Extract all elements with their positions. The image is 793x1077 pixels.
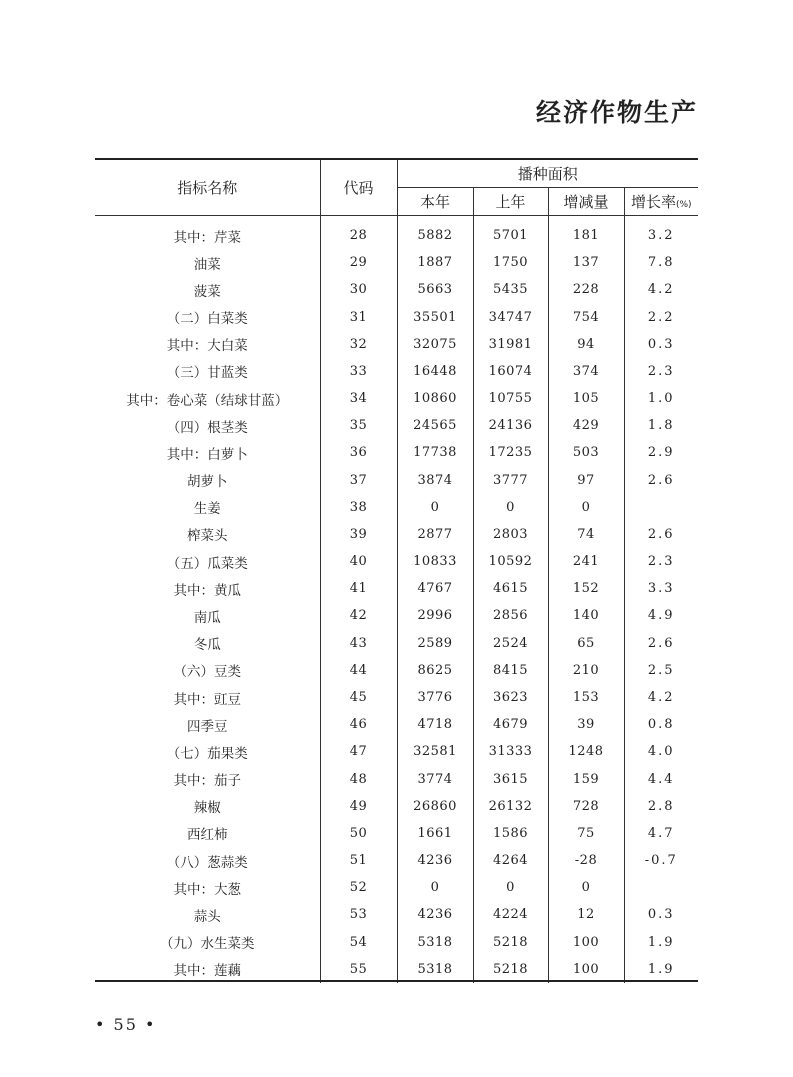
- table-row: [95, 820, 698, 847]
- row-rate: 2.6: [624, 467, 698, 494]
- row-code: 43: [320, 630, 397, 657]
- header-name: 指标名称: [95, 160, 320, 216]
- row-change: 153: [548, 684, 624, 711]
- row-last-year: 34747: [473, 304, 548, 331]
- row-code: 52: [320, 874, 397, 901]
- row-rate: 4.0: [624, 738, 698, 765]
- row-code: 32: [320, 331, 397, 358]
- row-last-year: 2803: [473, 521, 548, 548]
- row-change: 754: [548, 304, 624, 331]
- row-code: 51: [320, 847, 397, 874]
- row-last-year: 4224: [473, 901, 548, 928]
- page-title: 经济作物生产: [535, 98, 698, 127]
- header-rate-label: 增长率: [630, 193, 676, 211]
- row-name: 南瓜: [193, 609, 221, 626]
- table-row: [95, 738, 698, 765]
- table-row: [95, 630, 698, 657]
- row-last-year: 3623: [473, 684, 548, 711]
- header-rate: [624, 188, 698, 216]
- row-this-year: 10833: [397, 548, 473, 575]
- row-rate: 2.6: [624, 630, 698, 657]
- row-rate: 2.6: [624, 521, 698, 548]
- row-last-year: 0: [473, 494, 548, 521]
- row-this-year: 1661: [397, 820, 473, 847]
- row-this-year: 16448: [397, 358, 473, 385]
- row-rate: 3.2: [624, 222, 698, 249]
- row-name: （六）豆类: [173, 664, 241, 681]
- row-name: 蒜头: [193, 908, 221, 925]
- table-row: [95, 467, 698, 494]
- table-body: [95, 216, 698, 983]
- row-code: 42: [320, 602, 397, 629]
- row-last-year: 10755: [473, 385, 548, 412]
- table-row: [95, 711, 698, 738]
- header-change: 增减量: [548, 188, 624, 216]
- row-rate: 4.7: [624, 820, 698, 847]
- table-row: [95, 385, 698, 412]
- row-last-year: 31333: [473, 738, 548, 765]
- row-name: （九）水生菜类: [160, 936, 255, 953]
- row-name: （七）茄果类: [166, 745, 248, 762]
- row-rate: 2.8: [624, 793, 698, 820]
- row-rate: 4.2: [624, 684, 698, 711]
- row-change: 97: [548, 467, 624, 494]
- row-name: （三）甘蓝类: [166, 365, 248, 382]
- row-rate: 1.9: [624, 956, 698, 983]
- row-code: 40: [320, 548, 397, 575]
- row-last-year: 1586: [473, 820, 548, 847]
- row-this-year: 4718: [397, 711, 473, 738]
- row-rate: [624, 494, 698, 521]
- row-this-year: 32075: [397, 331, 473, 358]
- row-last-year: 8415: [473, 657, 548, 684]
- row-change: 74: [548, 521, 624, 548]
- row-change: 429: [548, 412, 624, 439]
- table-row: [95, 874, 698, 901]
- table-row: [95, 249, 698, 276]
- row-change: 728: [548, 793, 624, 820]
- row-change: -28: [548, 847, 624, 874]
- row-this-year: 2996: [397, 602, 473, 629]
- row-last-year: 5218: [473, 928, 548, 955]
- row-name: 其中：黄瓜: [173, 582, 241, 599]
- row-name: （二）白菜类: [166, 311, 248, 328]
- row-rate: 2.3: [624, 358, 698, 385]
- row-this-year: 17738: [397, 439, 473, 466]
- row-rate: 2.9: [624, 439, 698, 466]
- row-change: 181: [548, 222, 624, 249]
- row-this-year: 1887: [397, 249, 473, 276]
- row-code: 50: [320, 820, 397, 847]
- table-row: [95, 494, 698, 521]
- row-last-year: 5701: [473, 222, 548, 249]
- row-this-year: 4767: [397, 575, 473, 602]
- row-this-year: 2877: [397, 521, 473, 548]
- row-last-year: 24136: [473, 412, 548, 439]
- row-code: 45: [320, 684, 397, 711]
- row-change: 39: [548, 711, 624, 738]
- header-rate-unit: (%): [675, 200, 692, 210]
- row-last-year: 0: [473, 874, 548, 901]
- row-last-year: 3615: [473, 765, 548, 792]
- table-row: [95, 412, 698, 439]
- row-this-year: 10860: [397, 385, 473, 412]
- row-code: 38: [320, 494, 397, 521]
- row-change: 0: [548, 494, 624, 521]
- table-row: [95, 521, 698, 548]
- row-change: 100: [548, 928, 624, 955]
- table-row: [95, 602, 698, 629]
- row-this-year: 5663: [397, 276, 473, 303]
- row-code: 35: [320, 412, 397, 439]
- header-code: 代码: [320, 160, 397, 216]
- row-code: 53: [320, 901, 397, 928]
- row-this-year: 0: [397, 494, 473, 521]
- row-change: 100: [548, 956, 624, 983]
- row-code: 31: [320, 304, 397, 331]
- row-change: 152: [548, 575, 624, 602]
- row-this-year: 5318: [397, 956, 473, 983]
- row-change: 374: [548, 358, 624, 385]
- table-row: [95, 956, 698, 983]
- row-rate: 3.3: [624, 575, 698, 602]
- row-code: 30: [320, 276, 397, 303]
- row-rate: 1.8: [624, 412, 698, 439]
- row-name: （四）根茎类: [166, 419, 248, 436]
- row-this-year: 4236: [397, 901, 473, 928]
- row-this-year: 0: [397, 874, 473, 901]
- table-row: [95, 657, 698, 684]
- row-rate: 4.2: [624, 276, 698, 303]
- row-this-year: 3776: [397, 684, 473, 711]
- row-this-year: 2589: [397, 630, 473, 657]
- table-row: [95, 276, 698, 303]
- row-change: 241: [548, 548, 624, 575]
- row-this-year: 8625: [397, 657, 473, 684]
- row-this-year: 24565: [397, 412, 473, 439]
- row-name: 其中：卷心菜（结球甘蓝）: [126, 392, 289, 409]
- row-this-year: 5882: [397, 222, 473, 249]
- header-last-year: 上年: [473, 188, 548, 216]
- row-code: 46: [320, 711, 397, 738]
- row-rate: 4.4: [624, 765, 698, 792]
- row-change: 159: [548, 765, 624, 792]
- row-name: 生姜: [193, 501, 221, 518]
- row-rate: 1.9: [624, 928, 698, 955]
- row-this-year: 5318: [397, 928, 473, 955]
- table-row: [95, 439, 698, 466]
- row-change: 228: [548, 276, 624, 303]
- crop-area-table: [95, 160, 698, 983]
- row-code: 36: [320, 439, 397, 466]
- row-last-year: 4615: [473, 575, 548, 602]
- row-code: 33: [320, 358, 397, 385]
- row-code: 34: [320, 385, 397, 412]
- row-this-year: 35501: [397, 304, 473, 331]
- row-name: 菠菜: [193, 283, 221, 300]
- row-name: 榨菜头: [187, 528, 228, 545]
- row-this-year: 3874: [397, 467, 473, 494]
- row-last-year: 31981: [473, 331, 548, 358]
- row-name: 油菜: [193, 256, 221, 273]
- row-last-year: 1750: [473, 249, 548, 276]
- row-rate: 0.3: [624, 331, 698, 358]
- row-code: 29: [320, 249, 397, 276]
- row-rate: [624, 874, 698, 901]
- row-last-year: 5435: [473, 276, 548, 303]
- row-change: 0: [548, 874, 624, 901]
- table-row: [95, 765, 698, 792]
- row-code: 55: [320, 956, 397, 983]
- row-rate: 7.8: [624, 249, 698, 276]
- row-rate: 1.0: [624, 385, 698, 412]
- row-this-year: 32581: [397, 738, 473, 765]
- row-name: 其中：大白菜: [166, 338, 248, 355]
- row-name: 西红柿: [187, 827, 228, 844]
- row-rate: -0.7: [624, 847, 698, 874]
- row-change: 140: [548, 602, 624, 629]
- row-change: 65: [548, 630, 624, 657]
- row-last-year: 3777: [473, 467, 548, 494]
- row-last-year: 10592: [473, 548, 548, 575]
- table-row: [95, 331, 698, 358]
- row-change: 75: [548, 820, 624, 847]
- table-row: [95, 793, 698, 820]
- row-last-year: 4679: [473, 711, 548, 738]
- row-name: （五）瓜菜类: [166, 555, 248, 572]
- row-name: 其中：豇豆: [173, 691, 241, 708]
- row-name: 胡萝卜: [187, 474, 228, 491]
- table-row: [95, 222, 698, 249]
- row-this-year: 26860: [397, 793, 473, 820]
- row-last-year: 16074: [473, 358, 548, 385]
- row-name: 其中：白萝卜: [166, 446, 248, 463]
- row-name: 其中：大葱: [173, 881, 241, 898]
- row-rate: 0.3: [624, 901, 698, 928]
- page-number: • 55 •: [95, 1015, 157, 1034]
- header-this-year: 本年: [397, 188, 473, 216]
- row-change: 94: [548, 331, 624, 358]
- row-rate: 2.5: [624, 657, 698, 684]
- row-last-year: 2524: [473, 630, 548, 657]
- row-rate: 2.3: [624, 548, 698, 575]
- row-name: 冬瓜: [193, 637, 221, 654]
- row-code: 49: [320, 793, 397, 820]
- row-last-year: 17235: [473, 439, 548, 466]
- table-row: [95, 928, 698, 955]
- header-sown-area: 播种面积: [397, 160, 698, 188]
- row-code: 28: [320, 222, 397, 249]
- table-row: [95, 358, 698, 385]
- row-this-year: 3774: [397, 765, 473, 792]
- row-this-year: 4236: [397, 847, 473, 874]
- row-rate: 2.2: [624, 304, 698, 331]
- row-code: 44: [320, 657, 397, 684]
- row-name: 其中：莲藕: [173, 963, 241, 980]
- row-name: 四季豆: [187, 718, 228, 735]
- table-row: [95, 847, 698, 874]
- table-row: [95, 901, 698, 928]
- row-name: （八）葱蒜类: [166, 854, 248, 871]
- row-change: 503: [548, 439, 624, 466]
- row-change: 1248: [548, 738, 624, 765]
- row-rate: 0.8: [624, 711, 698, 738]
- row-change: 12: [548, 901, 624, 928]
- table-row: [95, 304, 698, 331]
- row-name: 辣椒: [193, 800, 221, 817]
- row-rate: 4.9: [624, 602, 698, 629]
- row-change: 105: [548, 385, 624, 412]
- row-code: 54: [320, 928, 397, 955]
- row-code: 41: [320, 575, 397, 602]
- table-row: [95, 575, 698, 602]
- row-last-year: 4264: [473, 847, 548, 874]
- row-name: 其中：茄子: [173, 773, 241, 790]
- row-code: 47: [320, 738, 397, 765]
- table-row: [95, 684, 698, 711]
- row-last-year: 2856: [473, 602, 548, 629]
- row-change: 137: [548, 249, 624, 276]
- row-code: 37: [320, 467, 397, 494]
- row-name: 其中：芹菜: [173, 229, 241, 246]
- table-header: [95, 160, 698, 216]
- row-last-year: 26132: [473, 793, 548, 820]
- row-code: 39: [320, 521, 397, 548]
- row-code: 48: [320, 765, 397, 792]
- row-last-year: 5218: [473, 956, 548, 983]
- row-change: 210: [548, 657, 624, 684]
- table-row: [95, 548, 698, 575]
- table-bottom-rule: [95, 980, 698, 982]
